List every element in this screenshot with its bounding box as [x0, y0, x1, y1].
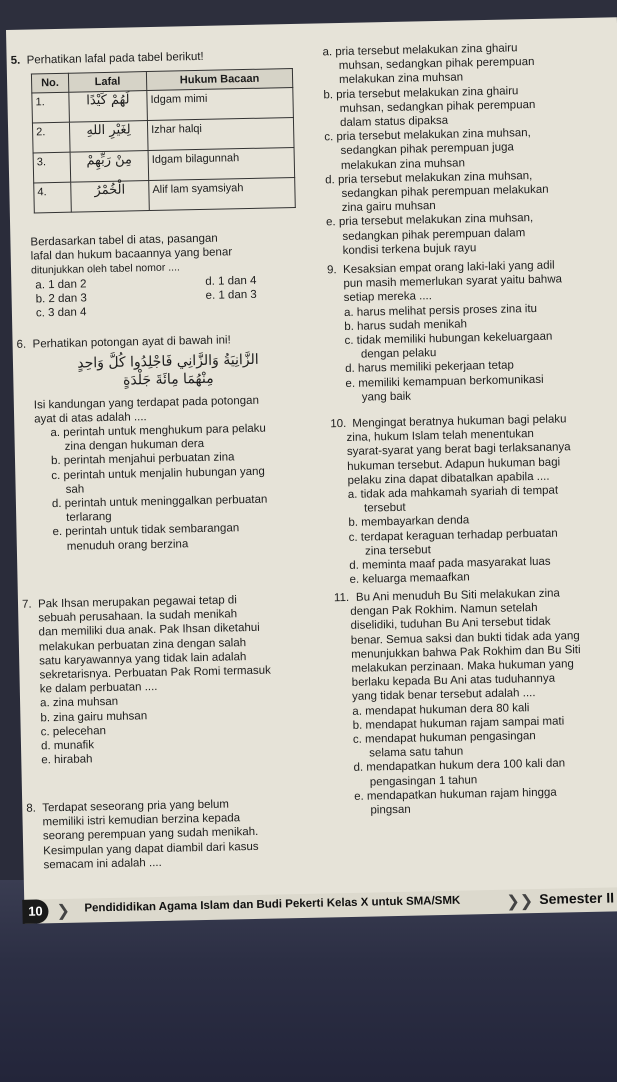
table-cell: 2.: [32, 122, 69, 153]
stem-line: Bu Ani menuduh Bu Siti melakukan zina: [355, 587, 560, 604]
table-header: Lafal: [68, 72, 147, 93]
question-5: [11, 48, 313, 69]
option-a[interactable]: a. mendapat hukuman dera 80 kali: [352, 701, 530, 718]
stem-line: diselidiki, tuduhan Bu Ani tersebut tidak: [350, 616, 551, 633]
option-d-cont: terlarang: [66, 511, 112, 525]
option-e[interactable]: e. keluarga memaafkan: [349, 571, 470, 587]
option-c[interactable]: c. tidak memiliki hubungan kekeluargaan: [344, 330, 553, 347]
question-6: [16, 332, 322, 555]
stem-line: Terdapat seseorang pria yang belum: [42, 798, 230, 815]
option-a[interactable]: a. perintah untuk menghukum para pelaku: [50, 422, 266, 440]
arabic-verse-line: الزَّانِيَةُ وَالزَّانِي فَاجْلِدُوا كُلَّ وَاحِدٍ: [77, 351, 259, 372]
question-5-stem: [14, 230, 318, 322]
option-b-cont: muhsan, sedangkan pihak perempuan: [339, 98, 536, 115]
stem-line: melakukan perbuatan zina dengan salah: [38, 636, 247, 654]
option-e[interactable]: e. pria tersebut melakukan zina muhsan,: [325, 212, 534, 229]
question-number: 9.: [326, 264, 337, 277]
question-9: [327, 257, 617, 405]
book-title: Pendididikan Agama Islam dan Budi Pekerti Kelas X untuk SMA/SMK: [84, 894, 461, 915]
table-cell: 4.: [34, 182, 71, 213]
stem-line: menunjukkan bahwa Pak Rokhim dan Bu Siti: [351, 643, 581, 661]
table-cell: Izhar halqi: [147, 118, 294, 151]
table-cell-arabic: لَهُمْ كَيْدًا: [69, 91, 148, 123]
option-d[interactable]: d. mendapatkan hukum dera 100 kali dan: [353, 757, 566, 775]
stem-line: berlaku kepada Bu Ani atas tuduhannya: [351, 672, 556, 690]
semester-label: Semester II: [539, 889, 615, 908]
stem-line: Pak Ihsan merupakan pegawai tetap di: [37, 594, 237, 611]
stem-line: sekretarisnya. Perbuatan Pak Romi termasuk: [39, 664, 271, 682]
option-e-cont: menuduh orang berzina: [66, 537, 189, 553]
option-c[interactable]: c. 3 dan 4: [35, 306, 87, 320]
table-cell-arabic: مِنْ رَبِّهِمْ: [70, 151, 149, 183]
option-c-cont: sah: [65, 483, 85, 496]
option-e-cont: yang baik: [361, 390, 412, 404]
option-a[interactable]: a. zina muhsan: [39, 696, 119, 710]
option-e-cont: pingsan: [370, 803, 411, 817]
option-c-cont: sedangkan pihak perempuan juga: [340, 141, 514, 158]
table-cell-arabic: الْخُمْرُ: [71, 181, 150, 213]
stem-line: seorang perempuan yang sudah menikah.: [42, 826, 259, 843]
option-b[interactable]: b. 2 dan 3: [35, 292, 87, 306]
option-d[interactable]: d. perintah untuk meninggalkan perbuatan: [51, 493, 268, 511]
option-b[interactable]: b. harus sudah menikah: [344, 318, 468, 333]
option-d-cont: zina gairu muhsan: [341, 200, 436, 215]
option-e[interactable]: e. mendapatkan hukuman rajam hingga: [354, 786, 557, 803]
option-e-cont: kondisi terkena bujuk rayu: [342, 242, 477, 257]
question-prompt: Perhatikan potongan ayat di bawah ini!: [32, 334, 231, 351]
chevron-right-icon: ❯❯: [506, 893, 534, 911]
stem-line: Kesimpulan yang dapat diambil dari kasus: [43, 840, 259, 858]
question-number: 7.: [21, 598, 32, 611]
question-11: [334, 585, 617, 818]
question-prompt: Perhatikan lafal pada tabel berikut!: [26, 50, 204, 67]
option-a-cont: melakukan zina muhsan: [339, 71, 464, 87]
page-number: 10: [22, 899, 48, 924]
option-e[interactable]: e. 1 dan 3: [205, 288, 257, 302]
table-cell: 1.: [32, 92, 69, 123]
stem-line: ayat di atas adalah ....: [34, 410, 147, 426]
stem-line: memiliki istri kemudian berzina kepada: [42, 812, 241, 829]
option-c-cont: melakukan zina muhsan: [340, 157, 466, 172]
option-e[interactable]: e. perintah untuk tidak sembarangan: [52, 522, 240, 539]
option-d-cont: sedangkan pihak perempuan melakukan: [341, 183, 549, 201]
option-d-cont: pengasingan 1 tahun: [369, 773, 478, 789]
stem-line: setiap mereka ....: [343, 290, 433, 305]
question-number: 6.: [16, 338, 27, 351]
option-c[interactable]: c. mendapat hukuman pengasingan: [352, 730, 536, 746]
option-d[interactable]: d. harus memiliki pekerjaan tetap: [345, 359, 515, 376]
option-d[interactable]: d. 1 dan 4: [205, 274, 257, 288]
stem-line: yang tidak benar tersebut adalah ....: [351, 687, 536, 704]
option-a[interactable]: a. pria tersebut melakukan zina ghairu: [322, 42, 518, 59]
option-b[interactable]: b. zina gairu muhsan: [40, 709, 148, 725]
option-c[interactable]: c. terdapat keraguan terhadap perbuatan: [348, 527, 558, 544]
option-a-cont: zina dengan hukuman dera: [64, 438, 205, 454]
stem-line: pelaku zina dapat dibatalkan apabila ....: [347, 470, 550, 487]
question-8: [26, 795, 329, 872]
option-b[interactable]: b. membayarkan denda: [348, 514, 470, 530]
stem-line: benar. Semua saksi dan bukti tidak ada yang: [350, 629, 580, 647]
table-row: [34, 178, 296, 213]
stem-line: pun masih memerlukan syarat yaitu bahwa: [343, 273, 563, 291]
stem-line: dengan Pak Rokhim. Namun setelah: [350, 602, 538, 619]
lafal-table: [31, 68, 296, 214]
option-a-cont: muhsan, sedangkan pihak perempuan: [338, 56, 535, 73]
option-e-cont: sedangkan pihak perempuan dalam: [342, 226, 526, 243]
question-8-options: [322, 39, 617, 258]
book-page: [6, 17, 617, 920]
stem-line: sebuah perusahaan. Ia sudah menikah: [38, 608, 238, 625]
option-e[interactable]: e. hirabah: [41, 753, 93, 767]
table-cell: 3.: [33, 152, 70, 183]
option-a-cont: tersebut: [363, 501, 406, 515]
option-b-cont: dalam status dipaksa: [339, 114, 449, 130]
table-cell: Idgam bilagunnah: [148, 148, 295, 181]
table-header: Hukum Bacaan: [146, 69, 292, 91]
table-cell: Alif lam syamsiyah: [149, 178, 296, 211]
stem-line: Kesaksian empat orang laki-laki yang adil: [342, 259, 555, 276]
stem-line: zina, hukum Islam telah menentukan: [346, 428, 535, 445]
option-a[interactable]: a. tidak ada mahkamah syariah di tempat: [347, 484, 559, 501]
stem-line: Isi kandungan yang terdapat pada potongan: [33, 394, 260, 412]
stem-line: ditunjukkan oleh tabel nomor ....: [30, 261, 180, 277]
stem-line: syarat-syarat yang berat bagi terlaksananya: [346, 441, 571, 459]
option-a[interactable]: a. harus melihat persis proses zina itu: [343, 302, 538, 319]
option-a[interactable]: a. 1 dan 2: [35, 277, 87, 292]
option-d[interactable]: d. meminta maaf pada masyarakat luas: [349, 555, 551, 572]
stem-line: satu karyawannya yang tidak lain adalah: [39, 650, 247, 668]
stem-line: Mengingat beratnya hukuman bagi pelaku: [352, 413, 567, 430]
question-7: [22, 591, 328, 768]
table-cell: Idgam mimi: [147, 88, 294, 121]
question-number: 8.: [26, 802, 37, 815]
option-c-cont: zina tersebut: [364, 544, 431, 558]
option-c-cont: selama satu tahun: [369, 745, 464, 760]
option-c[interactable]: c. pria tersebut melakukan zina muhsan,: [324, 127, 531, 144]
arabic-verse-line: مِنْهُمَا مِائَةَ جَلْدَةٍ: [122, 371, 214, 390]
option-b[interactable]: b. pria tersebut melakukan zina ghairu: [323, 84, 519, 101]
chevron-right-icon: ❯: [56, 902, 71, 921]
table-cell-arabic: لِغَيْرِ اللهِ: [69, 121, 148, 153]
stem-line: semacam ini adalah ....: [43, 856, 162, 872]
stem-line: dan memiliki dua anak. Pak Ihsan diketahui: [38, 622, 260, 639]
stem-line: lafal dan hukum bacaannya yang benar: [30, 246, 233, 263]
stem-line: hukuman tersebut. Adapun hukuman bagi: [347, 456, 561, 473]
option-b[interactable]: b. perintah menjahui perbuatan zina: [50, 451, 235, 468]
option-e[interactable]: e. memiliki kemampuan berkomunikasi: [345, 373, 544, 390]
stem-line: ke dalam perbuatan ....: [39, 681, 158, 696]
option-c[interactable]: c. perintah untuk menjalin hubungan yang: [51, 465, 265, 482]
option-d[interactable]: d. pria tersebut melakukan zina muhsan,: [325, 169, 533, 187]
stem-line: Berdasarkan tabel di atas, pasangan: [30, 232, 218, 249]
option-c[interactable]: c. pelecehan: [40, 724, 107, 739]
stem-line: melakukan perzinaan. Maka hukuman yang: [351, 658, 575, 675]
question-10: [330, 411, 617, 588]
option-d[interactable]: d. munafik: [40, 739, 95, 753]
question-number: 10.: [330, 417, 347, 431]
option-b[interactable]: b. mendapat hukuman rajam sampai mati: [352, 715, 565, 732]
option-c-cont: dengan pelaku: [360, 347, 437, 361]
question-number: 11.: [333, 591, 350, 605]
question-number: 5.: [10, 54, 21, 67]
table-header: No.: [31, 73, 68, 93]
